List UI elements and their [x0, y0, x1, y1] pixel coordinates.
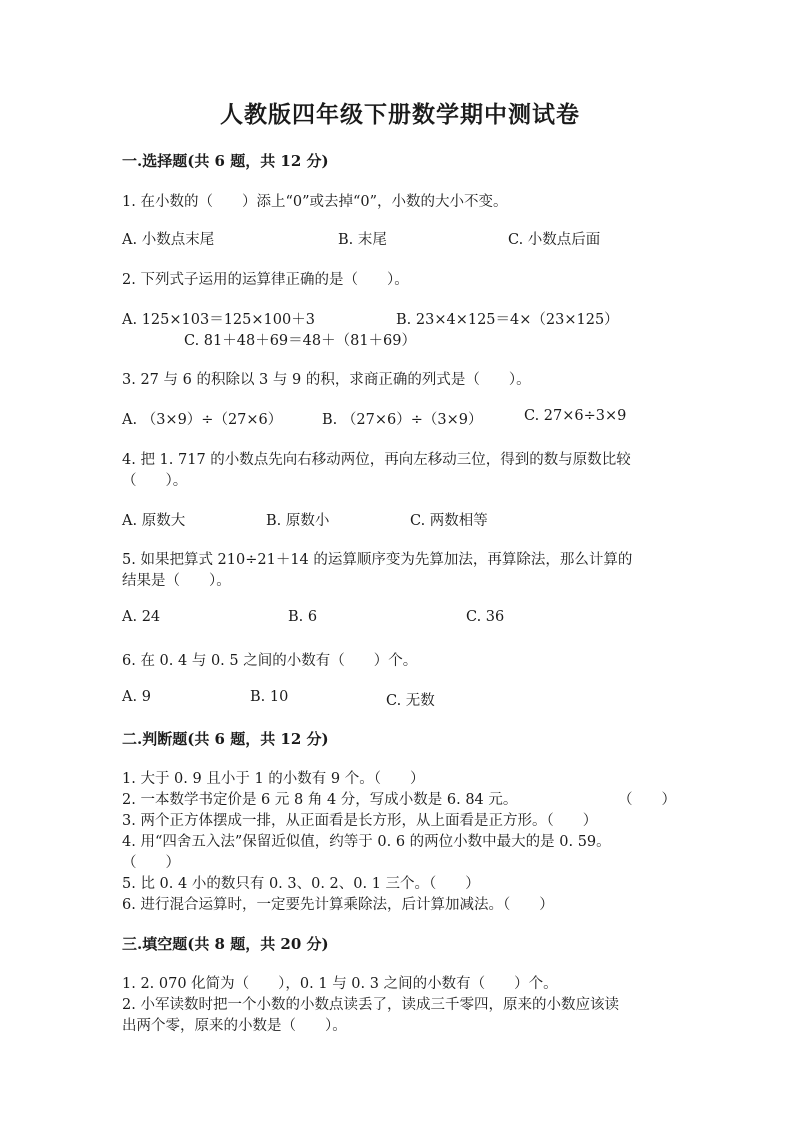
judge-item-5: 5. 比 0. 4 小的数只有 0. 3、0. 2、0. 1 三个。（ ） — [122, 876, 480, 892]
question-6-option-c: C. 无数 — [386, 693, 435, 709]
judge-item-2: 2. 一本数学书定价是 6 元 8 角 4 分，写成小数是 6. 84 元。 — [122, 792, 518, 808]
judge-item-2-answer-blank: （ ） — [618, 792, 676, 808]
question-6-stem: 6. 在 0. 4 与 0. 5 之间的小数有（ ）个。 — [122, 653, 418, 669]
question-4-option-b: B. 原数小 — [266, 513, 330, 529]
question-1-option-a: A. 小数点末尾 — [122, 232, 215, 248]
question-5-option-a: A. 24 — [122, 609, 161, 625]
fill-item-2-line1: 2. 小军读数时把一个小数的小数点读丢了，读成三千零四，原来的小数应该读 — [122, 997, 619, 1013]
judge-item-4: 4. 用“四舍五入法”保留近似值，约等于 0. 6 的两位小数中最大的是 0. 59。 — [122, 834, 611, 850]
question-1-option-b: B. 末尾 — [338, 232, 387, 248]
question-5-option-b: B. 6 — [288, 609, 318, 625]
question-6-option-b: B. 10 — [250, 689, 289, 705]
section-heading-fill-in: 三.填空题(共 8 题，共 20 分) — [122, 935, 329, 953]
question-4-stem-line1: 4. 把 1. 717 的小数点先向右移动两位，再向左移动三位，得到的数与原数比较 — [122, 452, 631, 468]
question-2-option-a: A. 125×103＝125×100＋3 — [122, 312, 315, 328]
question-5-stem-line1: 5. 如果把算式 210÷21＋14 的运算顺序变为先算加法，再算除法，那么计算的 — [122, 552, 633, 568]
question-3-stem: 3. 27 与 6 的积除以 3 与 9 的积，求商正确的列式是（ ）。 — [122, 372, 531, 388]
judge-item-4-answer-blank: （ ） — [122, 855, 180, 871]
page-title: 人教版四年级下册数学期中测试卷 — [220, 101, 580, 128]
question-3-option-b: B. （27×6）÷（3×9） — [322, 412, 483, 428]
section-heading-true-false: 二.判断题(共 6 题，共 12 分) — [122, 730, 329, 748]
fill-item-2-line2: 出两个零，原来的小数是（ ）。 — [122, 1018, 347, 1034]
question-5-option-c: C. 36 — [466, 609, 505, 625]
question-3-option-c: C. 27×6÷3×9 — [524, 408, 627, 424]
question-1-option-c: C. 小数点后面 — [508, 232, 601, 248]
question-4-stem-line2: （ ）。 — [122, 473, 188, 489]
judge-item-6: 6. 进行混合运算时，一定要先计算乘除法，后计算加减法。（ ） — [122, 897, 554, 913]
judge-item-1: 1. 大于 0. 9 且小于 1 的小数有 9 个。（ ） — [122, 771, 425, 787]
question-4-option-c: C. 两数相等 — [410, 513, 488, 529]
question-2-option-b: B. 23×4×125＝4×（23×125） — [396, 312, 619, 328]
question-4-option-a: A. 原数大 — [122, 513, 186, 529]
section-heading-multiple-choice: 一.选择题(共 6 题，共 12 分) — [122, 152, 329, 170]
question-5-stem-line2: 结果是（ ）。 — [122, 573, 231, 589]
question-6-option-a: A. 9 — [122, 689, 151, 705]
judge-item-3: 3. 两个正方体摆成一排，从正面看是长方形，从上面看是正方形。（ ） — [122, 813, 598, 829]
question-2-option-c: C. 81＋48＋69＝48＋（81＋69） — [184, 333, 416, 349]
question-1-stem: 1. 在小数的（ ）添上“0”或去掉“0”，小数的大小不变。 — [122, 194, 508, 210]
question-3-option-a: A. （3×9）÷（27×6） — [122, 412, 283, 428]
question-2-stem: 2. 下列式子运用的运算律正确的是（ ）。 — [122, 272, 409, 288]
fill-item-1: 1. 2. 070 化简为（ ），0. 1 与 0. 3 之间的小数有（ ）个。 — [122, 976, 558, 992]
